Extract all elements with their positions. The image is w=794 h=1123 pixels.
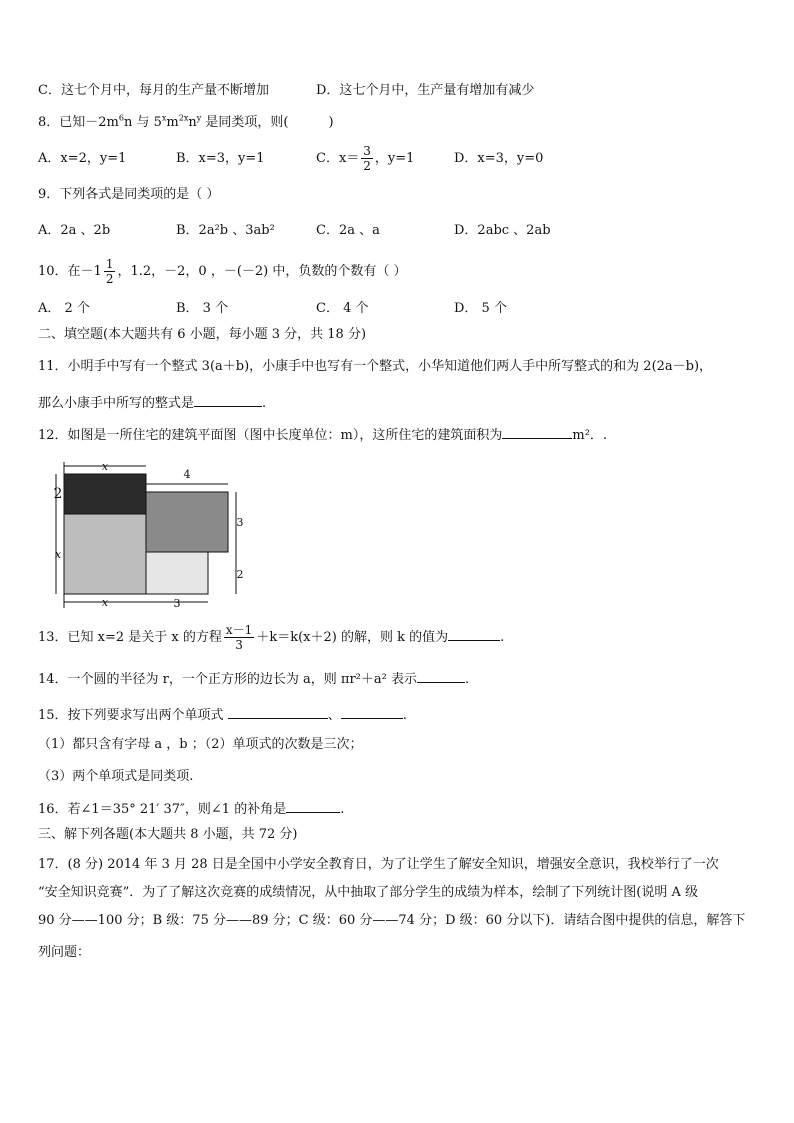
plan-label-bottom-x: x bbox=[101, 596, 109, 608]
q8-option-b: B．x=3，y=1 bbox=[176, 151, 265, 166]
q9-stem: 9．下列各式是同类项的是（ ） bbox=[38, 187, 220, 202]
plan-label-left-x: x bbox=[54, 548, 62, 561]
q16-answer-blank[interactable] bbox=[286, 800, 340, 813]
plan-room-lightest bbox=[146, 552, 208, 594]
section-fill-in-heading: 二、填空题(本大题共有 6 小题，每小题 3 分，共 18 分) bbox=[38, 327, 367, 342]
q8-option-c-fraction: $\frac{3}{2}$ bbox=[363, 144, 371, 173]
q10-fraction: $\frac{1}{2}$ bbox=[105, 257, 114, 286]
q15-answer-blank-2[interactable] bbox=[341, 706, 403, 719]
q15-condition-3: （3）两个单项式是同类项. bbox=[38, 769, 194, 784]
q17-line2: “安全知识竞赛”．为了了解这次竞赛的成绩情况，从中抽取了部分学生的成绩为样本，绘制了下列统计图(说明 A 级 bbox=[38, 885, 699, 900]
q10-stem: 10．在－1 $\frac{1}{2}$ ，1.2，－2，0 ，－(－2) 中，负数的个数有（ ） bbox=[38, 257, 407, 286]
q10-option-b: B． 3 个 bbox=[176, 301, 229, 316]
q8-option-d: D．x=3，y=0 bbox=[454, 151, 544, 166]
q8-option-a: A．x=2，y=1 bbox=[38, 151, 127, 166]
q9-option-c: C．2a 、a bbox=[316, 223, 380, 238]
plan-label-right-3: 3 bbox=[236, 516, 244, 529]
q7-option-d: D．这七个月中，生产量有增加有减少 bbox=[316, 83, 535, 98]
q16-stem: 16．若∠1＝35° 21′ 37″，则∠1 的补角是 . bbox=[38, 802, 345, 817]
q17-line1: 17．(8 分) 2014 年 3 月 28 日是全国中小学安全教育日，为了让学生了解安全知识，增强安全意识，我校举行了一次 bbox=[38, 857, 719, 872]
plan-label-right-2: 2 bbox=[236, 568, 244, 581]
q10-option-a: A． 2 个 bbox=[38, 301, 90, 316]
q10-option-c: C． 4 个 bbox=[316, 301, 369, 316]
q9-option-d: D．2abc 、2ab bbox=[454, 223, 551, 238]
q7-option-c: C．这七个月中，每月的生产量不断增加 bbox=[38, 83, 269, 98]
plan-room-light bbox=[64, 514, 146, 594]
q12-answer-blank[interactable] bbox=[502, 426, 572, 439]
q17-line3: 90 分——100 分；B 级：75 分——89 分；C 级：60 分——74 分；D 级：60 分以下)．请结合图中提供的信息，解答下 bbox=[38, 913, 746, 928]
q11-line2: 那么小康手中所写的整式是 . bbox=[38, 396, 267, 411]
q8-option-c: C．x＝ $\frac{3}{2}$ ，y=1 bbox=[316, 144, 415, 173]
q11-answer-blank[interactable] bbox=[194, 394, 262, 407]
q14-answer-blank[interactable] bbox=[417, 670, 465, 683]
q15-stem: 15．按下列要求写出两个单项式 、 . bbox=[38, 708, 407, 723]
q17-line4: 列问题： bbox=[38, 945, 91, 960]
plan-label-left-2: 2 bbox=[53, 486, 63, 502]
q13-answer-blank[interactable] bbox=[448, 628, 500, 641]
q8-stem: 8．已知$-2m^6n$ 与 $5^xm^{2x}n^y$ 是同类项，则( ) bbox=[38, 113, 334, 130]
q14-stem: 14．一个圆的半径为 r，一个正方形的边长为 a，则 πr²＋a² 表示 . bbox=[38, 672, 470, 687]
plan-room-mid bbox=[146, 492, 228, 552]
q9-option-a: A．2a 、2b bbox=[38, 223, 111, 238]
q12-stem: 12．如图是一所住宅的建筑平面图（图中长度单位：m），这所住宅的建筑面积为 m²．. bbox=[38, 428, 608, 443]
q13-fraction: $\frac{x-1}{3}$ bbox=[225, 623, 253, 652]
q9-option-b: B．2a²b 、3ab² bbox=[176, 223, 275, 238]
q12-floor-plan-figure bbox=[50, 462, 250, 608]
section-solve-heading: 三、解下列各题(本大题共 8 小题，共 72 分) bbox=[38, 827, 298, 842]
plan-label-bottom-3: 3 bbox=[173, 597, 181, 608]
q13-stem: 13．已知 x=2 是关于 x 的方程 $\frac{x-1}{3}$ ＋k＝k(x＋2) 的解，则 k 的值为 . bbox=[38, 623, 505, 652]
plan-label-top-4: 4 bbox=[183, 468, 191, 481]
plan-room-dark bbox=[64, 474, 146, 514]
q10-option-d: D． 5 个 bbox=[454, 301, 507, 316]
plan-label-top-x: x bbox=[101, 462, 109, 473]
q11-line1: 11．小明手中写有一个整式 3(a＋b)，小康手中也写有一个整式，小华知道他们两人手中所写整式的和为 2(2a－b)， bbox=[38, 359, 713, 374]
q15-condition-1-2: （1）都只含有字母 a ，b ；（2）单项式的次数是三次； bbox=[38, 737, 363, 752]
q15-answer-blank-1[interactable] bbox=[228, 706, 328, 719]
